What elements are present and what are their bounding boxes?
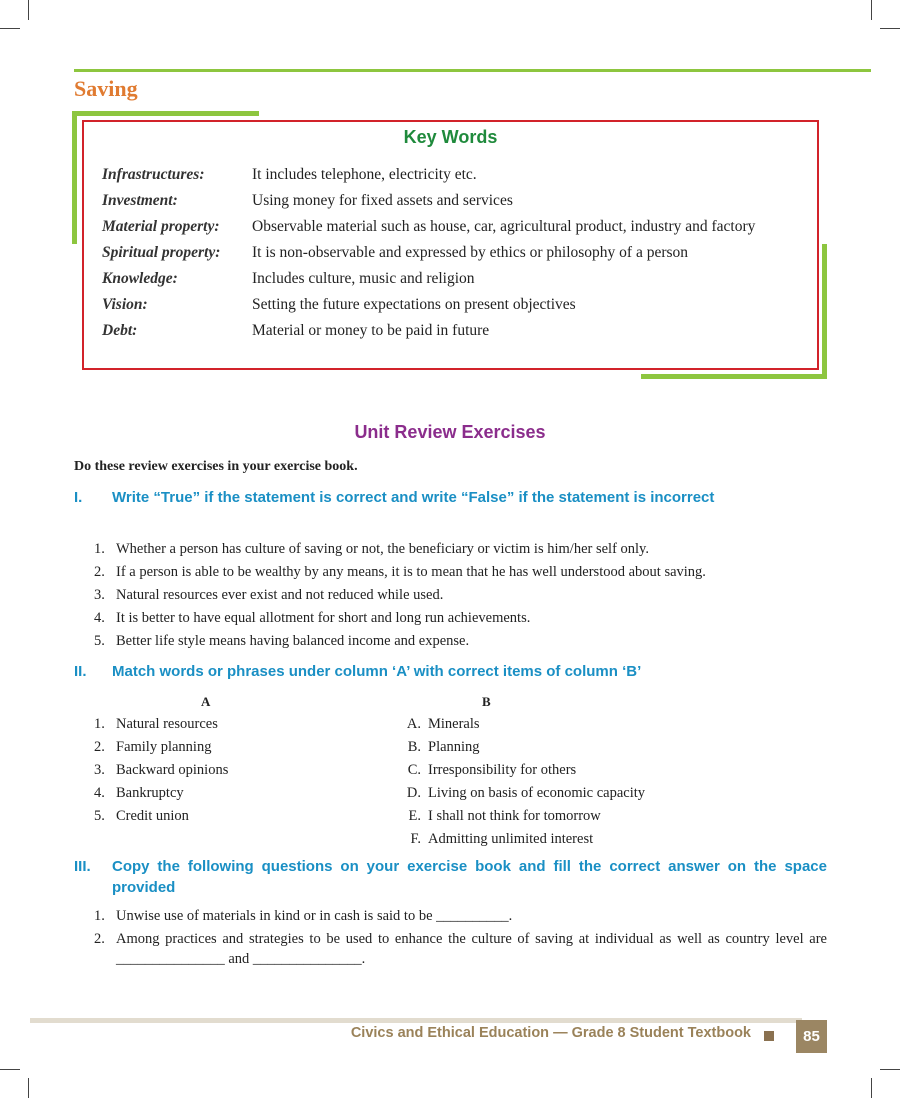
list-item bbox=[94, 760, 394, 780]
section-title: Saving bbox=[74, 76, 138, 101]
key-word-row bbox=[102, 190, 809, 212]
key-word-definition: It is non-observable and expressed by ethics or philosophy of a person bbox=[252, 244, 689, 261]
crop-mark bbox=[871, 1078, 872, 1098]
key-word-term: Vision: bbox=[102, 296, 148, 313]
item-text: Unwise use of materials in kind or in cash is said to be __________. bbox=[116, 908, 513, 924]
crop-mark bbox=[871, 0, 872, 20]
key-words-box bbox=[82, 120, 819, 370]
item-text: Admitting unlimited interest bbox=[428, 831, 594, 847]
item-number: 4. bbox=[94, 610, 105, 626]
column-b-header: B bbox=[482, 694, 491, 709]
item-letter: C. bbox=[407, 762, 421, 778]
key-word-definition: Setting the future expectations on present objectives bbox=[252, 296, 576, 313]
list-item bbox=[94, 631, 827, 651]
part2-heading bbox=[74, 661, 827, 682]
list-item bbox=[94, 714, 394, 734]
crop-mark bbox=[0, 1069, 20, 1070]
key-words-title: Key Words bbox=[403, 127, 498, 147]
list-item bbox=[394, 714, 794, 734]
crop-mark bbox=[880, 28, 900, 29]
footer-square-icon bbox=[764, 1031, 774, 1041]
key-word-row bbox=[102, 294, 809, 316]
list-item bbox=[394, 806, 794, 826]
list-item bbox=[394, 737, 794, 757]
key-word-term: Spiritual property: bbox=[102, 244, 221, 261]
item-text: Bankruptcy bbox=[116, 785, 184, 801]
item-text: Family planning bbox=[116, 739, 212, 755]
list-item bbox=[94, 562, 827, 582]
page-number: 85 bbox=[796, 1020, 827, 1053]
list-item bbox=[94, 806, 394, 826]
part1-heading-text: Write “True” if the statement is correct and write “False” if the statement is incorrect bbox=[112, 489, 715, 506]
part3-number: III. bbox=[74, 858, 91, 875]
key-word-definition: Observable material such as house, car, agricultural product, industry and factory bbox=[252, 218, 756, 235]
key-word-definition: Material or money to be paid in future bbox=[252, 322, 490, 339]
item-number: 1. bbox=[94, 541, 105, 557]
part3-heading-text: Copy the following questions on your exercise book and fill the correct answer on the space provided bbox=[112, 858, 827, 896]
list-item bbox=[94, 585, 827, 605]
key-word-row bbox=[102, 164, 809, 186]
part1-heading bbox=[74, 487, 827, 508]
item-letter: B. bbox=[407, 739, 421, 755]
item-number: 2. bbox=[94, 739, 105, 755]
item-text: If a person is able to be wealthy by any means, it is to mean that he has well understood about saving. bbox=[116, 564, 706, 580]
part3-list bbox=[94, 906, 827, 972]
list-item bbox=[94, 539, 827, 559]
item-text: It is better to have equal allotment for short and long run achievements. bbox=[116, 610, 531, 626]
item-text: Among practices and strategies to be used to enhance the culture of saving at individual as well as country level are _______________ and _______________. bbox=[116, 931, 827, 967]
item-text: Whether a person has culture of saving or not, the beneficiary or victim is him/her self only. bbox=[116, 541, 649, 557]
key-word-row bbox=[102, 268, 809, 290]
key-word-term: Material property: bbox=[102, 218, 220, 235]
part2-heading-text: Match words or phrases under column ‘A’ with correct items of column ‘B’ bbox=[112, 663, 642, 680]
review-title: Unit Review Exercises bbox=[354, 422, 546, 442]
column-b-list bbox=[394, 714, 794, 852]
key-word-term: Debt: bbox=[102, 322, 138, 339]
footer-bar bbox=[30, 1018, 802, 1023]
item-number: 1. bbox=[94, 908, 105, 924]
item-text: Better life style means having balanced income and expense. bbox=[116, 633, 470, 649]
crop-mark bbox=[0, 28, 20, 29]
item-letter: E. bbox=[408, 808, 421, 824]
item-text: I shall not think for tomorrow bbox=[428, 808, 601, 824]
column-a-list bbox=[94, 714, 394, 829]
item-letter: F. bbox=[410, 831, 421, 847]
key-word-row bbox=[102, 216, 809, 238]
list-item bbox=[94, 906, 827, 926]
item-letter: D. bbox=[406, 785, 421, 801]
part3-heading bbox=[74, 856, 827, 898]
item-text: Minerals bbox=[428, 716, 480, 732]
list-item bbox=[394, 829, 794, 849]
item-number: 5. bbox=[94, 633, 105, 649]
item-number: 2. bbox=[94, 564, 105, 580]
item-text: Credit union bbox=[116, 808, 189, 824]
list-item bbox=[94, 608, 827, 628]
review-instruction: Do these review exercises in your exercise book. bbox=[74, 459, 358, 474]
key-word-row bbox=[102, 320, 809, 342]
item-number: 1. bbox=[94, 716, 105, 732]
item-text: Backward opinions bbox=[116, 762, 229, 778]
item-text: Natural resources bbox=[116, 716, 218, 732]
list-item bbox=[394, 760, 794, 780]
key-word-term: Knowledge: bbox=[102, 270, 178, 287]
key-word-definition: Includes culture, music and religion bbox=[252, 270, 475, 287]
item-text: Living on basis of economic capacity bbox=[428, 785, 646, 801]
item-number: 2. bbox=[94, 931, 105, 947]
part1-number: I. bbox=[74, 489, 83, 506]
item-number: 5. bbox=[94, 808, 105, 824]
item-letter: A. bbox=[406, 716, 421, 732]
footer-book-title: Civics and Ethical Education — Grade 8 Student Textbook bbox=[350, 1025, 751, 1041]
key-word-definition: It includes telephone, electricity etc. bbox=[252, 166, 477, 183]
item-text: Irresponsibility for others bbox=[428, 762, 577, 778]
part2-number: II. bbox=[74, 663, 87, 680]
key-word-definition: Using money for fixed assets and services bbox=[252, 192, 513, 209]
crop-mark bbox=[28, 0, 29, 20]
top-rule bbox=[74, 69, 871, 72]
item-number: 3. bbox=[94, 587, 105, 603]
key-words-list bbox=[102, 164, 809, 346]
crop-mark bbox=[28, 1078, 29, 1098]
crop-mark bbox=[880, 1069, 900, 1070]
key-word-row bbox=[102, 242, 809, 264]
key-word-term: Investment: bbox=[102, 192, 178, 209]
item-number: 3. bbox=[94, 762, 105, 778]
key-word-term: Infrastructures: bbox=[102, 166, 205, 183]
item-text: Natural resources ever exist and not reduced while used. bbox=[116, 587, 444, 603]
list-item bbox=[394, 783, 794, 803]
item-number: 4. bbox=[94, 785, 105, 801]
list-item bbox=[94, 783, 394, 803]
part1-list bbox=[94, 539, 827, 654]
item-text: Planning bbox=[428, 739, 480, 755]
list-item bbox=[94, 737, 394, 757]
list-item bbox=[94, 929, 827, 969]
column-a-header: A bbox=[201, 694, 211, 709]
